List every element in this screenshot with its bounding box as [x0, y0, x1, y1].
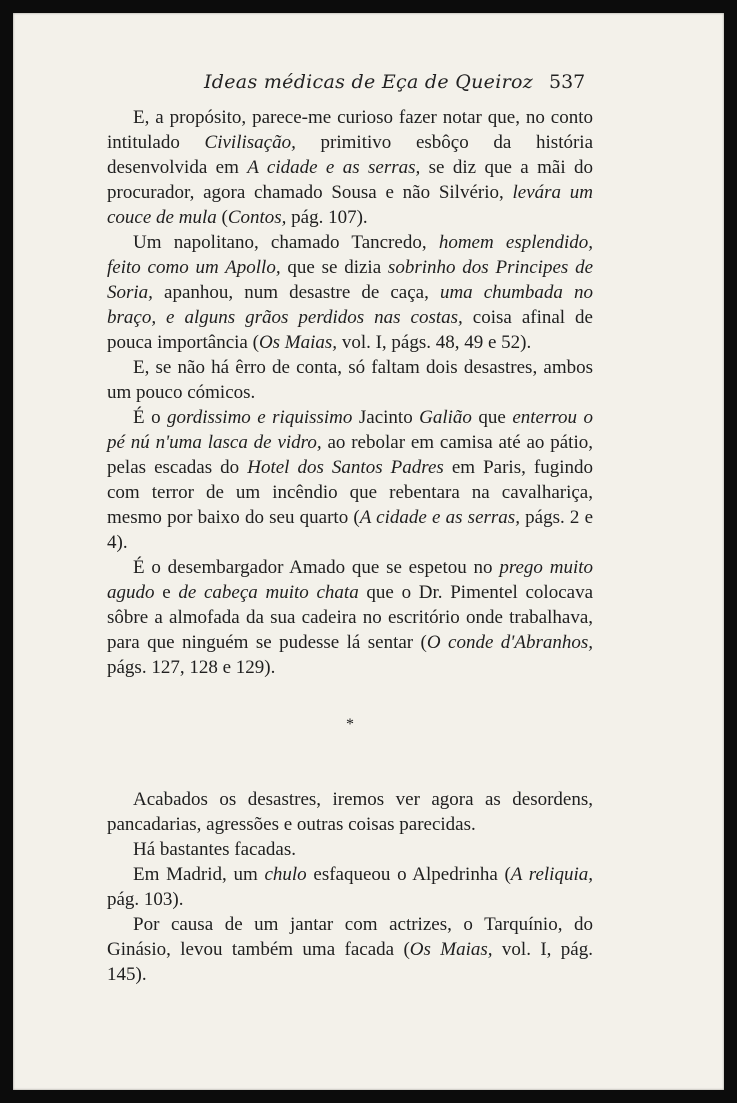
- text-run: Há bastantes facadas.: [133, 839, 297, 860]
- paragraph: [107, 230, 593, 355]
- italic-run: Hotel dos Santos Padres: [247, 457, 444, 478]
- italic-run: Os Maias,: [409, 939, 493, 960]
- paragraph: [107, 912, 593, 987]
- paragraph: [107, 555, 593, 680]
- paragraph: [107, 355, 593, 405]
- text-run: ao rebolar em camisa até ao pátio, pelas escadas do: [107, 432, 593, 478]
- italic-run: prego muito agudo: [107, 557, 593, 603]
- text-run: apanhou, num desastre de caça,: [152, 282, 440, 303]
- italic-run: Civilisação,: [204, 132, 296, 153]
- text-run: E, a propósito, parece-me curioso fazer notar que, no conto intitulado: [107, 107, 593, 153]
- text-run: se diz que a mãi do procurador, agora chamado Sousa e não Silvério,: [107, 157, 593, 203]
- italic-run: Galião: [419, 407, 472, 428]
- paragraph: [107, 405, 593, 555]
- paragraph: [107, 105, 593, 230]
- section-separator: *: [346, 716, 354, 733]
- text-run: E, se não há êrro de conta, só faltam dois desastres, ambos um pouco cómicos.: [107, 357, 593, 403]
- italic-run: gordissimo e riquissimo: [167, 407, 353, 428]
- text-run: vol. I, pág. 145).: [107, 939, 593, 985]
- text-run: Em Madrid, um: [133, 864, 265, 885]
- italic-run: A reliquia,: [510, 864, 593, 885]
- italic-run: uma chumbada no braço, e alguns grãos perdidos nas costas,: [107, 282, 593, 328]
- text-run: que: [471, 407, 513, 428]
- text-run: pág. 103).: [107, 889, 184, 910]
- text-run: e: [154, 582, 179, 603]
- paragraph: [107, 862, 593, 912]
- text-run: coisa afinal de pouca importância (: [107, 307, 593, 353]
- text-run: pág. 107).: [286, 207, 368, 228]
- text-run: (: [216, 207, 228, 228]
- italic-run: sobrinho dos Principes de Soria,: [107, 257, 593, 303]
- page-header: [13, 61, 724, 101]
- italic-run: A cidade e as serras,: [247, 157, 421, 178]
- text-run: Por causa de um jantar com actrizes, o Tarquínio, do Ginásio, levou também uma facada (: [107, 914, 593, 960]
- text-run: vol. I, págs. 48, 49 e 52).: [337, 332, 532, 353]
- book-page: [13, 13, 724, 1090]
- text-run: págs. 2 e 4).: [107, 507, 594, 553]
- italic-run: Os Maias,: [258, 332, 338, 353]
- text-run: Acabados os desastres, iremos ver agora as desordens, pancadarias, agressões e outras coisas parecidas.: [107, 789, 593, 835]
- text-run: págs. 127, 128 e 129).: [107, 657, 276, 678]
- italic-run: Contos,: [227, 207, 287, 228]
- text-run: que se dizia: [280, 257, 388, 278]
- italic-run: chulo: [264, 864, 307, 885]
- text-run: que o Dr. Pimentel colocava sôbre a almofada da sua cadeira no escritório onde trabalhava, para que ninguém se pudesse lá sentar (: [107, 582, 594, 653]
- paragraph: [107, 837, 593, 862]
- text-run: É o: [133, 407, 168, 428]
- body-text: [107, 105, 593, 987]
- text-run: É o desembargador Amado que se espetou no: [133, 557, 500, 578]
- italic-run: O conde d'Abranhos,: [426, 632, 593, 653]
- text-run: Jacinto: [352, 407, 420, 428]
- running-title: Ideas médicas de Eça de Queiroz: [204, 71, 534, 93]
- paragraph: [107, 787, 593, 837]
- italic-run: de cabeça muito chata: [178, 582, 359, 603]
- text-run: Um napolitano, chamado Tancredo,: [133, 232, 439, 253]
- text-run: em Paris, fugindo com terror de um incêndio que rebentara na cavalhariça, mesmo por baixo do seu quarto (: [107, 457, 594, 528]
- section-desordens: [107, 787, 593, 987]
- section-desastres: [107, 105, 593, 680]
- italic-run: levára um couce de mula: [107, 182, 593, 228]
- page-number: 537: [549, 71, 586, 93]
- text-run: primitivo esbôço da história desenvolvida em: [107, 132, 594, 178]
- italic-run: A cidade e as serras,: [359, 507, 520, 528]
- italic-run: enterrou o pé nú n'uma lasca de vidro,: [107, 407, 594, 453]
- italic-run: homem esplendido, feito como um Apollo,: [107, 232, 593, 278]
- text-run: esfaqueou o Alpedrinha (: [306, 864, 511, 885]
